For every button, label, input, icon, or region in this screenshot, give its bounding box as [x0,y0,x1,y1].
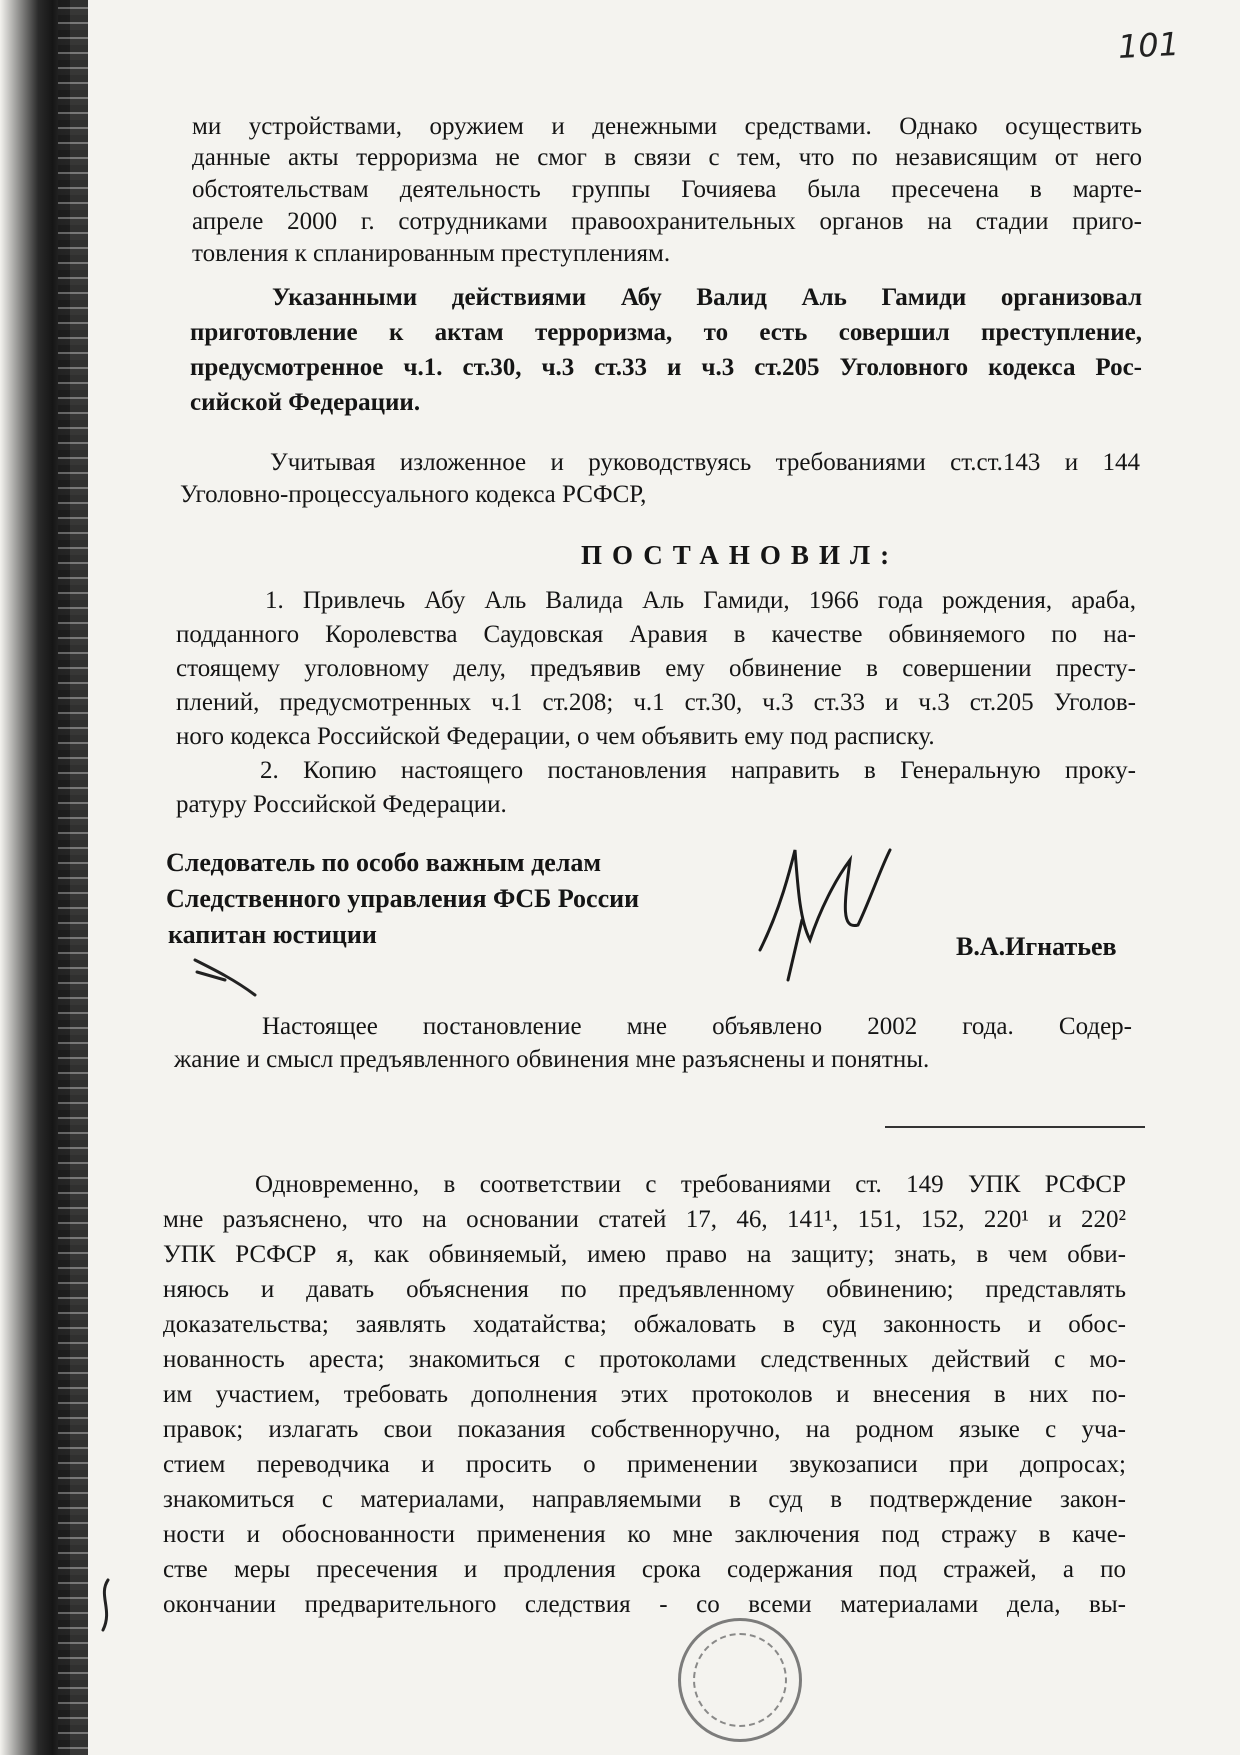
paragraph-1-line-4: апреле 2000 г. сотрудниками правоохранительных органов на стадии приго- [192,208,1142,235]
rights-line-12: стве меры пресечения и продления срока содержания под стражей, а по [163,1556,1126,1583]
announce-line-1: Настоящее постановление мне объявлено 2002 года. Содер- [262,1013,1132,1040]
paragraph-3-line-2: Уголовно-процессуального кодекса РСФСР, [180,481,647,508]
resolution-heading: ПОСТАНОВИЛ: [580,540,900,570]
rights-line-10: знакомиться с материалами, направляемыми в суд в подтверждение закон- [163,1486,1126,1513]
investigator-name: В.А.Игнатьев [956,932,1117,961]
signature-rule [885,1126,1145,1128]
rights-line-1: Одновременно, в соответствии с требованиями ст. 149 УПК РСФСР [255,1171,1126,1198]
paragraph-3-line-1: Учитывая изложенное и руководствуясь требованиями ст.ст.143 и 144 [270,449,1140,476]
investigator-title-2: Следственного управления ФСБ России [166,884,640,913]
handwritten-page-number: 101 [1117,24,1180,66]
item-1-line-4: плений, предусмотренных ч.1 ст.208; ч.1 ст.30, ч.3 ст.33 и ч.3 ст.205 Уголов- [176,689,1136,716]
rights-line-2: мне разъяснено, что на основании статей 17, 46, 141¹, 151, 152, 220¹ и 220² [163,1206,1126,1233]
investigator-rank: капитан юстиции [168,920,377,949]
rights-line-11: ности и обоснованности применения ко мне заключения под стражу в каче- [163,1521,1126,1548]
paragraph-2-line-4: сийской Федерации. [190,389,421,416]
handwritten-signature [740,830,910,990]
paragraph-1-line-3: обстоятельствам деятельность группы Гочияева была пресечена в марте- [192,176,1142,203]
rights-line-5: доказательства; заявлять ходатайства; обжаловать в суд законность и обос- [163,1311,1126,1338]
margin-pen-mark [88,1575,128,1635]
investigator-title-1: Следователь по особо важным делам [166,848,602,877]
rights-line-7: им участием, требовать дополнения этих протоколов и внесения в них по- [163,1381,1126,1408]
item-2-line-1: 2. Копию настоящего постановления направить в Генеральную проку- [260,757,1136,784]
paragraph-1-line-1: ми устройствами, оружием и денежными средствами. Однако осуществить [192,113,1142,140]
rights-line-8: правок; излагать свои показания собственноручно, на родном языке с уча- [163,1416,1126,1443]
official-seal-stamp [678,1618,802,1742]
rights-line-4: няюсь и давать объяснения по предъявленному обвинению; представлять [163,1276,1126,1303]
scan-binding-edge [58,0,88,1755]
announce-line-2: жание и смысл предъявленного обвинения мне разъяснены и понятны. [174,1046,930,1073]
item-1-line-1: 1. Привлечь Абу Аль Валида Аль Гамиди, 1966 года рождения, араба, [265,587,1136,614]
paragraph-1-line-5: товления к спланированным преступлениям. [192,240,671,267]
rights-line-6: нованность ареста; знакомиться с протоколами следственных действий с мо- [163,1346,1126,1373]
paragraph-2-line-1: Указанными действиями Абу Валид Аль Гамиди организовал [272,284,1142,311]
rights-line-3: УПК РСФСР я, как обвиняемый, имею право на защиту; знать, в чем обви- [163,1241,1126,1268]
rights-line-9: стием переводчика и просить о применении звукозаписи при допросах; [163,1451,1126,1478]
ink-scribble-mark [185,950,275,1010]
item-1-line-2: подданного Королевства Саудовская Аравия в качестве обвиняемого по на- [176,621,1136,648]
item-1-line-5: ного кодекса Российской Федерации, о чем объявить ему под расписку. [176,723,935,750]
paragraph-2-line-3: предусмотренное ч.1. ст.30, ч.3 ст.33 и ч.3 ст.205 Уголовного кодекса Рос- [190,354,1142,381]
item-1-line-3: стоящему уголовному делу, предъявив ему обвинение в совершении престу- [176,655,1136,682]
paragraph-1-line-2: данные акты терроризма не смог в связи с тем, что по независящим от него [192,144,1142,171]
rights-line-13: окончании предварительного следствия - со всеми материалами дела, вы- [163,1591,1126,1618]
paragraph-2-line-2: приготовление к актам терроризма, то есть совершил преступление, [190,319,1142,346]
item-2-line-2: ратуру Российской Федерации. [176,791,507,818]
